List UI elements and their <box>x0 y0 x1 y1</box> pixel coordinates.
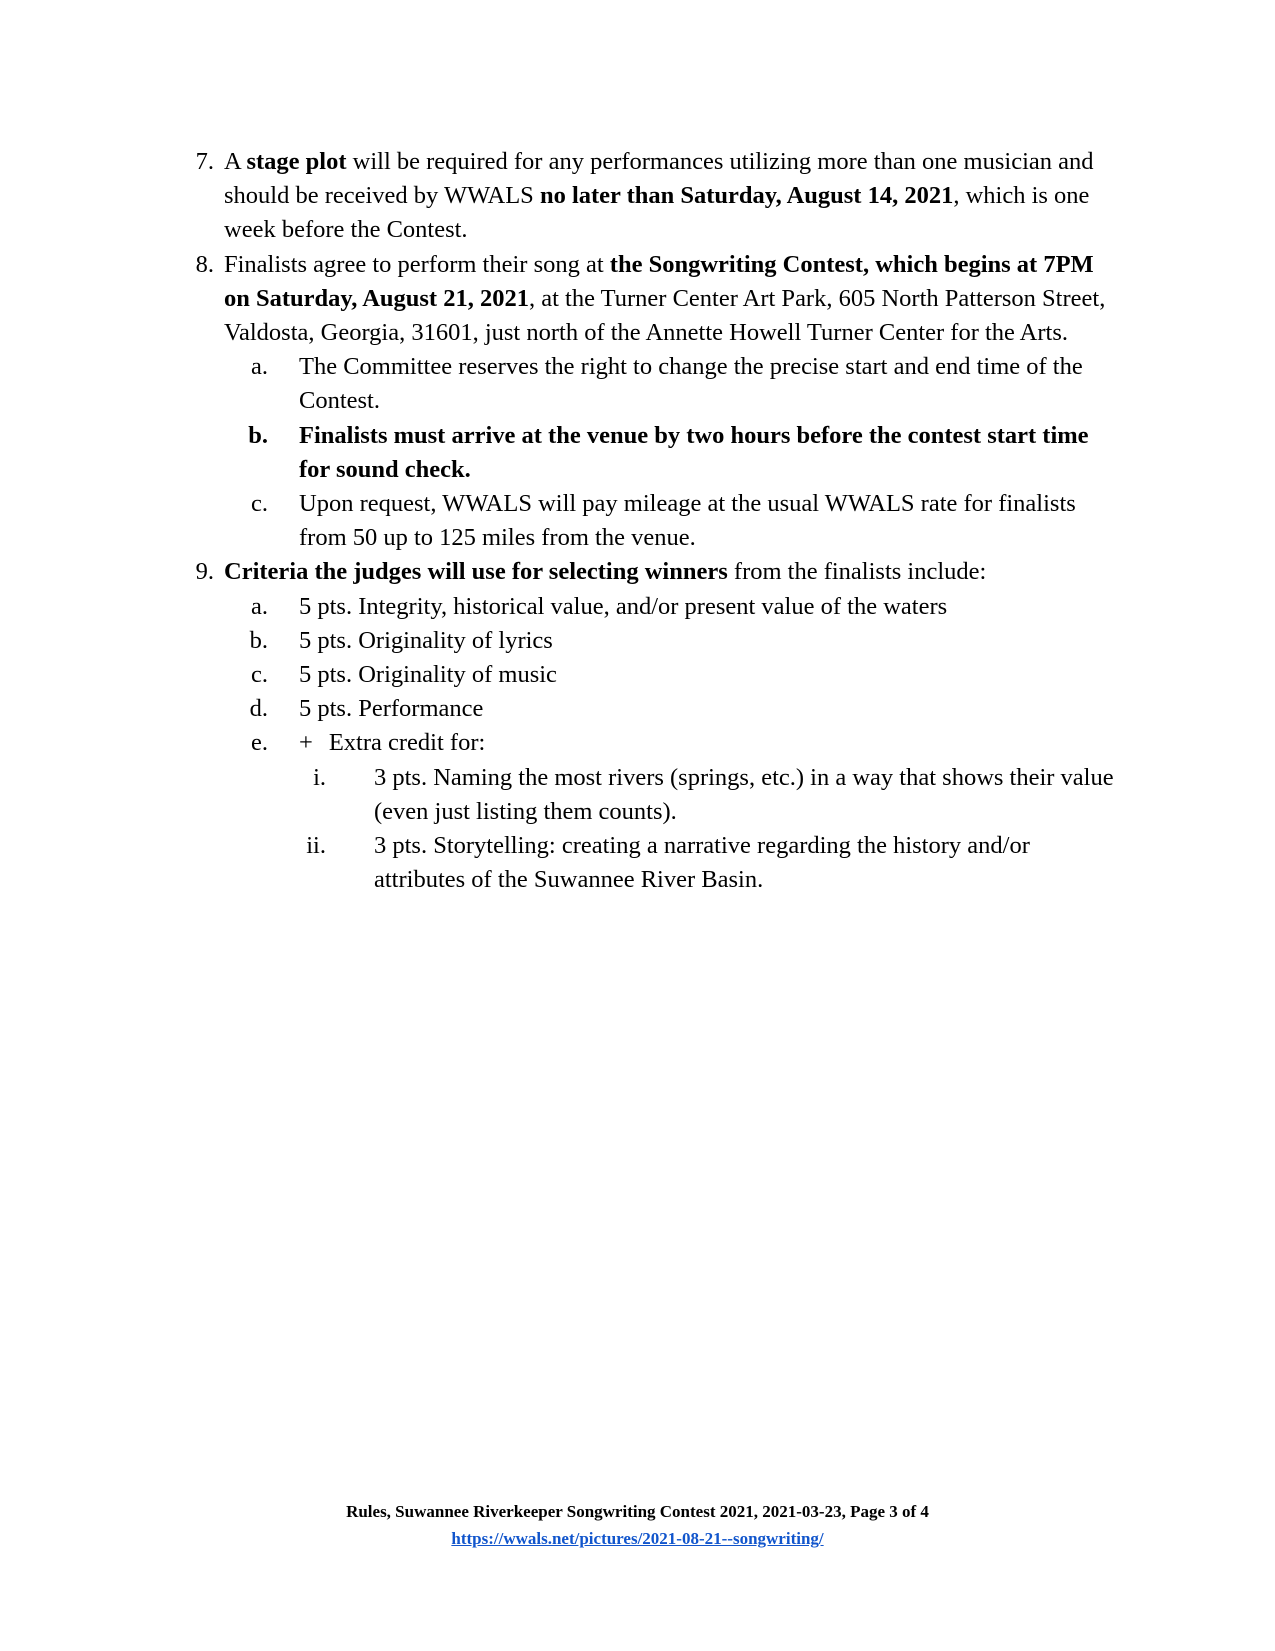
footer-title: Rules, Suwannee Riverkeeper Songwriting Contest 2021, 2021-03-23, Page 3 of 4 <box>346 1502 929 1521</box>
subitem-text: 5 pts. Performance <box>299 695 484 723</box>
rule-9-subitem-d <box>186 692 1116 726</box>
plus-sign: + <box>299 729 313 757</box>
rule-7-text <box>224 145 1116 248</box>
list-marker: a. <box>251 353 268 381</box>
list-marker: 8. <box>195 250 214 278</box>
rule-9-subitem-c <box>186 658 1116 692</box>
bold-text-run: the Songwriting Contest, which begins at 7PM on Saturday, August 21, 2021 <box>224 250 1094 312</box>
bold-text-run: stage plot <box>246 148 347 175</box>
rule-item-8 <box>186 248 1116 351</box>
subitem-text: Finalists must arrive at the venue by two hours before the contest start time for sound check. <box>299 421 1089 483</box>
rule-8-subitem-c <box>186 487 1116 555</box>
list-marker: i. <box>313 763 326 791</box>
rule-item-9 <box>186 555 1116 589</box>
rule-9-subitem-a <box>186 590 1116 624</box>
rule-8-text <box>224 248 1116 351</box>
subitem-text: 5 pts. Integrity, historical value, and/or present value of the waters <box>299 592 948 620</box>
subitem-text: 5 pts. Originality of lyrics <box>299 626 553 654</box>
text-run: from the finalists include: <box>727 558 987 586</box>
text-run: , which is one week before the Contest. <box>224 182 1090 244</box>
text-run: , at the Turner Center Art Park, 605 North Patterson Street, Valdosta, Georgia, 31601, just north of the Annette Howell Turner Center for the Arts. <box>224 284 1106 347</box>
list-marker: c. <box>251 490 268 518</box>
list-marker: d. <box>249 695 268 723</box>
rule-9-subitem-b <box>186 624 1116 658</box>
list-marker: b. <box>249 626 268 654</box>
text-run: Finalists agree to perform their song at <box>224 250 610 278</box>
rules-list <box>186 145 1116 897</box>
rule-item-7 <box>186 145 1116 248</box>
list-marker: 9. <box>195 558 214 586</box>
rule-9-text <box>224 555 1116 589</box>
list-marker: c. <box>251 661 268 689</box>
rule-8-subitem-b <box>186 419 1116 487</box>
bold-text-run: no later than Saturday, August 14, 2021 <box>539 182 954 210</box>
list-marker: ii. <box>306 832 326 860</box>
footer-link[interactable]: https://wwals.net/pictures/2021-08-21--songwriting/ <box>451 1529 824 1548</box>
rule-9-subitem-e <box>186 726 1116 760</box>
list-marker: a. <box>251 592 268 620</box>
list-marker: b. <box>248 421 268 449</box>
list-marker: 7. <box>195 148 214 175</box>
rule-9-subsubitem-ii <box>186 829 1116 897</box>
subsubitem-text: 3 pts. Naming the most rivers (springs, etc.) in a way that shows their value (even just listing them counts). <box>374 763 1114 825</box>
subsubitem-text: 3 pts. Storytelling: creating a narrative regarding the history and/or attributes of the Suwannee River Basin. <box>374 832 1030 894</box>
rule-8-subitem-a <box>186 350 1116 418</box>
text-run: A <box>224 148 247 175</box>
list-marker: e. <box>251 729 268 757</box>
bold-text-run: Criteria the judges will use for selecting winners <box>224 558 728 586</box>
subitem-text: Upon request, WWALS will pay mileage at the usual WWALS rate for finalists from 50 up to 125 miles from the venue. <box>299 490 1076 552</box>
text-run: Extra credit for: <box>328 729 486 757</box>
subitem-text: 5 pts. Originality of music <box>299 661 557 689</box>
subitem-text: The Committee reserves the right to change the precise start and end time of the Contest. <box>299 353 1083 415</box>
rule-9-subsubitem-i <box>186 761 1116 829</box>
subitem-text <box>299 726 1116 760</box>
text-run: will be required for any performances utilizing more than one musician and should be received by WWALS <box>224 148 1094 210</box>
page-footer <box>0 1498 1275 1552</box>
